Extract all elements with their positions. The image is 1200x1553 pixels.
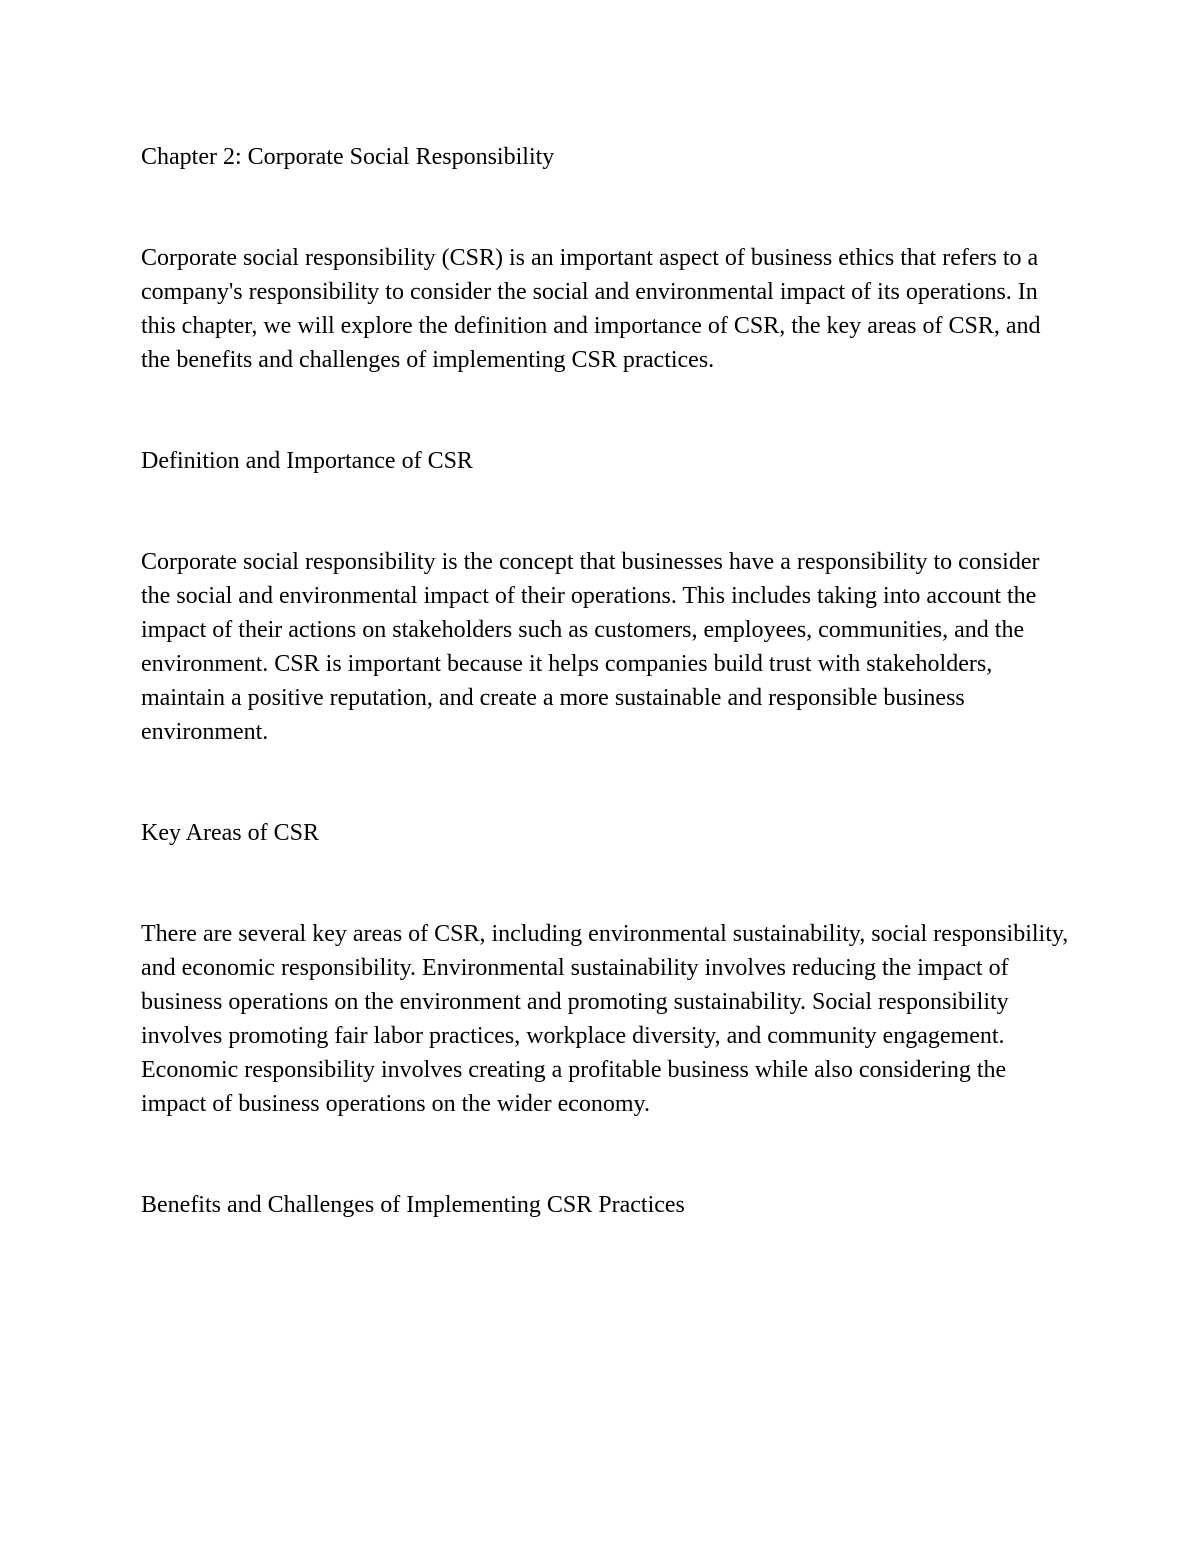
intro-paragraph: Corporate social responsibility (CSR) is an important aspect of business ethics that refers to a company's responsibility to consider the social and environmental impact of its operations. In this chapter, we will explore the definition and importance of CSR, the key areas of CSR, and the benefits and challenges of implementing CSR practices. (141, 245, 1041, 373)
chapter-title: Chapter 2: Corporate Social Responsibility (141, 144, 555, 170)
section-paragraph-key-areas: There are several key areas of CSR, including environmental sustainability, social responsibility, and economic responsibility. Environmental sustainability involves reducing the impact of business operations on the environment and promoting sustainability. Social responsibility involves promoting fair labor practices, workplace diversity, and community engagement. Economic responsibility involves creating a profitable business while also considering the impact of business operations on the wider economy. (141, 921, 1069, 1117)
section-heading-benefits-challenges: Benefits and Challenges of Implementing CSR Practices (141, 1192, 685, 1218)
document-body (141, 140, 1071, 1222)
section-heading-key-areas: Key Areas of CSR (141, 820, 319, 846)
section-paragraph-definition: Corporate social responsibility is the concept that businesses have a responsibility to consider the social and environmental impact of their operations. This includes taking into account the impact of their actions on stakeholders such as customers, employees, communities, and the environment. CSR is important because it helps companies build trust with stakeholders, maintain a positive reputation, and create a more sustainable and responsible business environment. (141, 549, 1040, 745)
section-heading-definition: Definition and Importance of CSR (141, 448, 473, 474)
